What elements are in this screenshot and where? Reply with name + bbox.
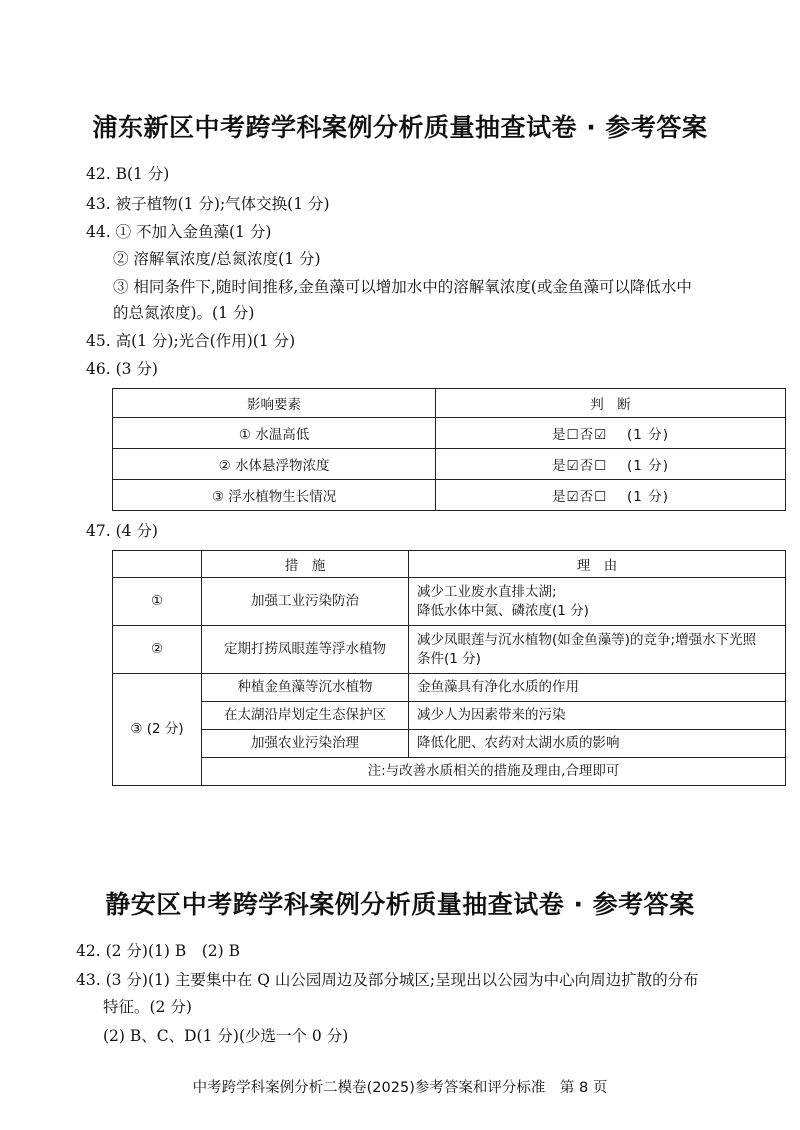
answer-44-part3-line1: ③ 相同条件下,随时间推移,金鱼藻可以增加水中的溶解氧浓度(或金鱼藻可以降低水中 <box>113 278 692 296</box>
answer-46-table <box>112 388 786 511</box>
table-cell-reason: 减少人为因素带来的污染 <box>409 702 786 730</box>
table-note: 注:与改善水质相关的措施及理由,合理即可 <box>202 758 786 786</box>
table-row <box>113 418 786 449</box>
answer-44-part1: 44. ① 不加入金鱼藻(1 分) <box>86 223 272 241</box>
table-cell-measure: 在太湖沿岸划定生态保护区 <box>202 702 409 730</box>
table-cell-measure: 种植金鱼藻等沉水植物 <box>202 674 409 702</box>
answer-42: 42. B(1 分) <box>86 165 170 183</box>
table-cell-num: ① <box>113 578 202 626</box>
table-row <box>113 449 786 480</box>
page-footer: 中考跨学科案例分析二模卷(2025)参考答案和评分标准 第 8 页 <box>192 1080 608 1096</box>
table-header <box>113 551 202 578</box>
answer-47: 47. (4 分) <box>86 522 158 540</box>
table-header: 判 断 <box>436 389 786 418</box>
table-cell-judge: 是☑否☐ (1 分) <box>436 480 786 511</box>
answer-47-table <box>112 550 786 786</box>
answer-42-jingan: 42. (2 分)(1) B (2) B <box>76 942 241 960</box>
answer-43-jingan-line2: 特征。(2 分) <box>103 998 192 1016</box>
table-cell-factor: ① 水温高低 <box>113 418 436 449</box>
table-cell-measure: 加强工业污染防治 <box>202 578 409 626</box>
table-row <box>113 626 786 674</box>
answer-44-part3-line2: 的总氮浓度)。(1 分) <box>113 304 255 322</box>
table-header-row <box>113 389 786 418</box>
table-header: 措 施 <box>202 551 409 578</box>
section2-title: 静安区中考跨学科案例分析质量抽查试卷 · 参考答案 <box>105 890 695 919</box>
table-header: 理 由 <box>409 551 786 578</box>
table-cell-reason: 金鱼藻具有净化水质的作用 <box>409 674 786 702</box>
table-cell-measure: 加强农业污染治理 <box>202 730 409 758</box>
table-cell-reason: 减少凤眼莲与沉水植物(如金鱼藻等)的竞争;增强水下光照 条件(1 分) <box>409 626 786 674</box>
table-cell-factor: ② 水体悬浮物浓度 <box>113 449 436 480</box>
table-row <box>113 480 786 511</box>
table-cell-num: ② <box>113 626 202 674</box>
table-cell-reason: 降低化肥、农药对太湖水质的影响 <box>409 730 786 758</box>
table-row <box>113 702 786 730</box>
answer-43-jingan-line1: 43. (3 分)(1) 主要集中在 Q 山公园周边及部分城区;呈现出以公园为中心向周边扩散的分布 <box>76 971 699 989</box>
table-header: 影响要素 <box>113 389 436 418</box>
table-cell-reason: 减少工业废水直排太湖; 降低水体中氮、磷浓度(1 分) <box>409 578 786 626</box>
table-cell-measure: 定期打捞凤眼莲等浮水植物 <box>202 626 409 674</box>
answer-44-part2: ② 溶解氧浓度/总氮浓度(1 分) <box>113 250 321 268</box>
answer-43-jingan-line3: (2) B、C、D(1 分)(少选一个 0 分) <box>103 1027 349 1045</box>
table-cell-factor: ③ 浮水植物生长情况 <box>113 480 436 511</box>
section1-title: 浦东新区中考跨学科案例分析质量抽查试卷 · 参考答案 <box>92 113 708 142</box>
table-cell-judge: 是☑否☐ (1 分) <box>436 449 786 480</box>
answer-45: 45. 高(1 分);光合(作用)(1 分) <box>86 332 296 350</box>
table-note-row <box>113 758 786 786</box>
table-row <box>113 730 786 758</box>
table-row <box>113 674 786 702</box>
answer-46: 46. (3 分) <box>86 360 158 378</box>
answer-43: 43. 被子植物(1 分);气体交换(1 分) <box>86 195 330 213</box>
table-cell-num: ③ (2 分) <box>113 674 202 786</box>
table-row <box>113 578 786 626</box>
table-header-row <box>113 551 786 578</box>
table-cell-judge: 是☐否☑ (1 分) <box>436 418 786 449</box>
